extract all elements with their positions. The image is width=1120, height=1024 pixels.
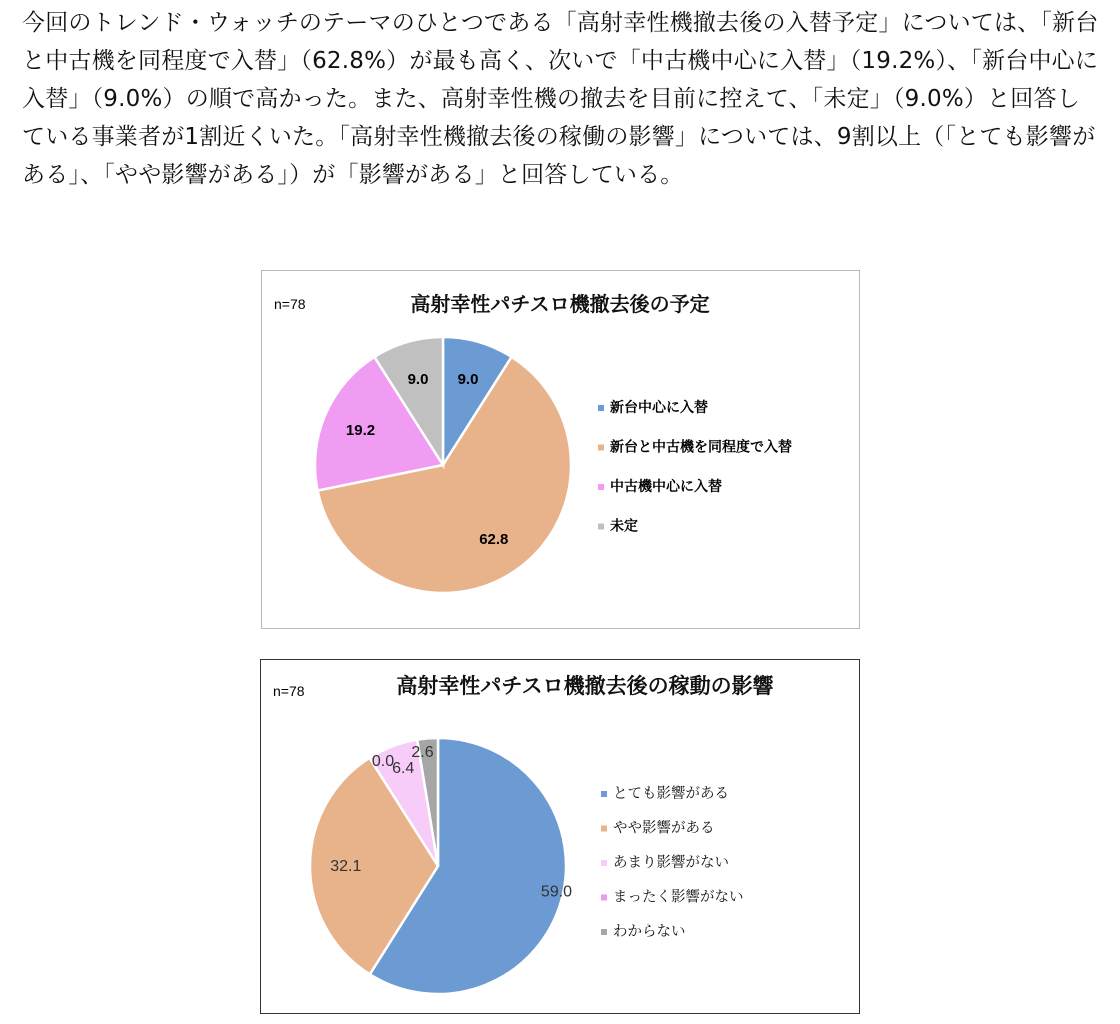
legend-label: あまり影響がない [613, 855, 729, 871]
pie-chart-impact [260, 659, 860, 1014]
article-text: 今回のトレンド・ウォッチのテーマのひとつである「高射幸性機撤去後の入替予定」については、「新台と中古機を同程度で入替」（62.8%）が最も高く、次いで「中古機中心に入替」（19.2%）、「新台中心に入替」（9.0%）の順で高かった。また、高射幸性機の撤去を目前に控えて、「未定」（9.0%）と回答している事業者が1割近くいた。「高射幸性機撤去後の稼働の影響」については、9割以上（「とても影響がある」、「やや影響がある」）が「影響がある」と回答している。 [22, 10, 1099, 188]
data-label: 2.6 [411, 744, 434, 762]
data-label: 59.0 [540, 883, 573, 901]
data-label: 9.0 [407, 371, 429, 388]
data-label: 32.1 [330, 858, 362, 876]
chart-title: 高射幸性パチスロ機撤去後の予定 [410, 292, 710, 316]
legend-swatch [598, 524, 604, 530]
legend-swatch [601, 929, 607, 935]
legend-swatch [598, 445, 604, 451]
legend-label: まったく影響がない [613, 889, 744, 906]
pie-slices [315, 337, 571, 593]
pie-chart-plans [261, 270, 860, 629]
data-label: 9.0 [457, 371, 479, 388]
legend-swatch [598, 484, 604, 490]
chart-title: 高射幸性パチスロ機撤去後の稼動の影響 [396, 674, 774, 698]
legend-label: わからない [613, 924, 686, 940]
legend-label: 新台中心に入替 [610, 400, 708, 416]
legend-swatch [601, 791, 607, 797]
legend-label: 中古機中心に入替 [610, 479, 722, 495]
data-label: 62.8 [479, 530, 509, 548]
pie-chart-impact-svg [261, 660, 861, 1015]
legend-swatch [601, 895, 607, 901]
sample-size-label: n=78 [274, 296, 306, 312]
data-label: 6.4 [392, 759, 415, 777]
legend-label: 新台と中古機を同程度で入替 [610, 439, 792, 456]
legend [601, 785, 744, 940]
legend-swatch [598, 405, 604, 411]
legend-swatch [601, 826, 607, 832]
legend-label: 未定 [610, 518, 638, 535]
legend-label: やや影響がある [613, 820, 715, 837]
legend-label: とても影響がある [613, 786, 729, 802]
legend-swatch [601, 860, 607, 866]
legend [598, 399, 792, 535]
sample-size-label: n=78 [273, 683, 305, 699]
data-label: 0.0 [371, 753, 395, 771]
pie-chart-plans-svg [262, 271, 861, 630]
data-label: 19.2 [345, 421, 376, 439]
